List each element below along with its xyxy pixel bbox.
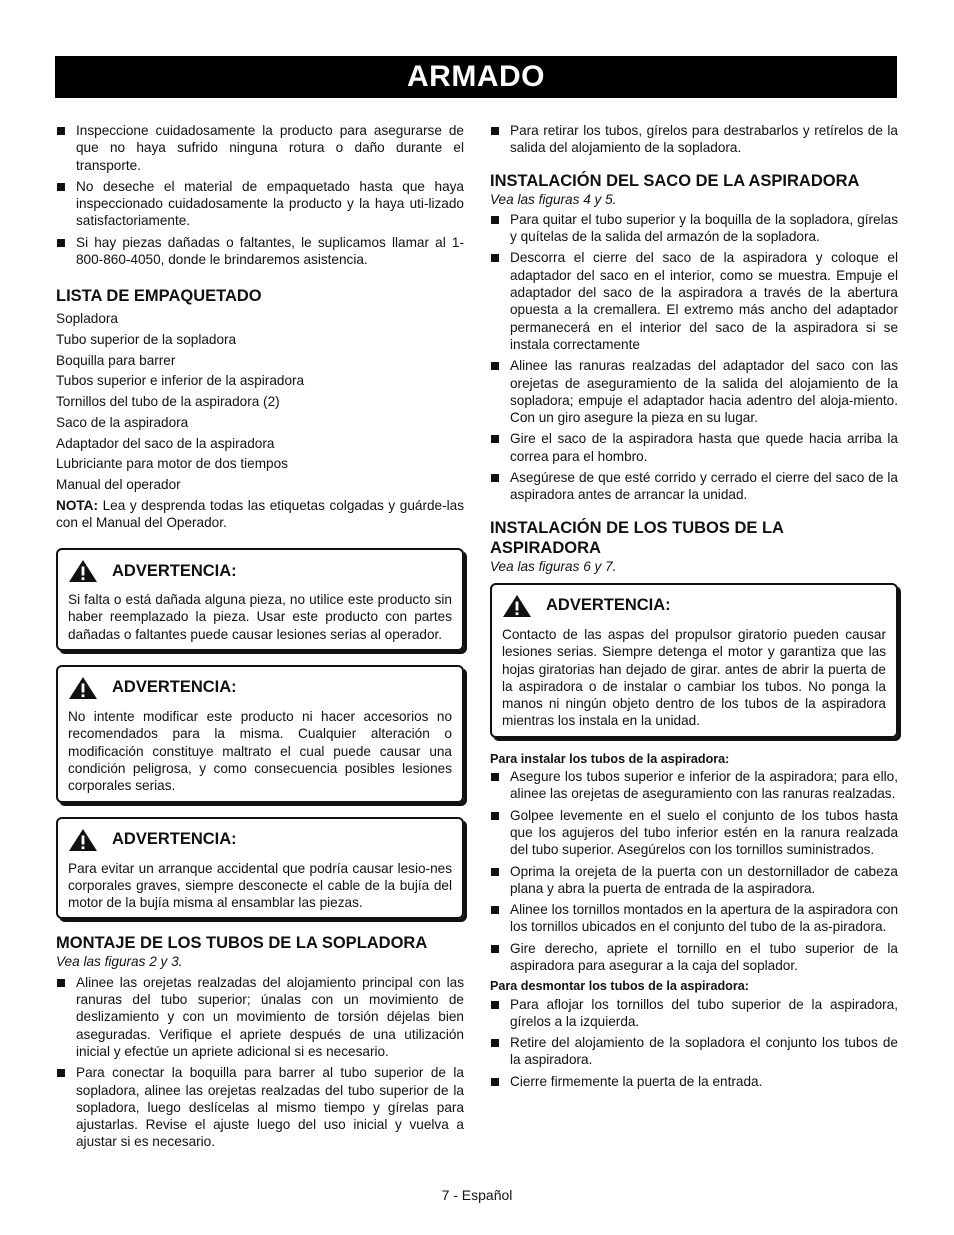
packing-item: Manual del operador: [56, 476, 181, 492]
warning-text: No intente modificar este producto ni hacer accesorios no recomendados para la misma. Cualquier alteración o modificación constituye maltrato el cual puede causar una condición peligrosa, y como consecuencia posibles lesiones corporales serias.: [68, 709, 452, 794]
warning-box: [56, 548, 464, 651]
list-item: Alinee los tornillos montados en la apertura de la aspiradora con los tornillos ubicados en el conjunto del tubo de la as-piradora.: [490, 901, 898, 936]
install-subheading: Para instalar los tubos de la aspiradora:: [490, 751, 730, 766]
warning-triangle-icon: [502, 594, 532, 618]
page-footer: 7 - Español: [441, 1187, 513, 1203]
figure-reference: Vea las figuras 6 y 7.: [490, 558, 617, 574]
packing-list-heading: LISTA DE EMPAQUETADO: [56, 287, 262, 306]
list-item: Alinee las ranuras realzadas del adaptador del saco con las orejetas de aseguramiento de la salida del alojamiento de la sopladora; empuje el adaptador hacia adentro del aloja-miento. Con un giro asegure la pieza en su lugar.: [490, 357, 898, 426]
warning-triangle-icon: [68, 559, 98, 583]
packing-list: [56, 310, 464, 493]
note: [56, 497, 464, 532]
packing-item: Tubos superior e inferior de la aspiradora: [56, 373, 305, 389]
warning-title: ADVERTENCIA:: [112, 678, 237, 697]
warning-header: [502, 594, 886, 618]
page-title: ARMADO: [55, 56, 897, 98]
list-item: Asegure los tubos superior e inferior de la aspiradora; para ello, alinee las orejetas de aseguramiento con las ranuras realzadas.: [490, 768, 898, 803]
warning-title: ADVERTENCIA:: [112, 561, 237, 580]
right-column: [490, 122, 898, 1094]
warning-triangle-icon: [68, 828, 98, 852]
warning-title: ADVERTENCIA:: [112, 829, 237, 848]
packing-item: Adaptador del saco de la aspiradora: [56, 435, 275, 451]
list-item: Oprima la orejeta de la puerta con un destornillador de cabeza plana y abra la puerta de entrada de la aspiradora.: [490, 863, 898, 898]
warning-box: [490, 583, 898, 738]
warning-title: ADVERTENCIA:: [546, 596, 671, 615]
list-item: Asegúrese de que esté corrido y cerrado el cierre del saco de la aspiradora antes de arrancar la unidad.: [490, 469, 898, 504]
figure-reference: Vea las figuras 4 y 5.: [490, 191, 617, 207]
left-column: [56, 122, 464, 1155]
warning-text: Si falta o está dañada alguna pieza, no utilice este producto sin haber reemplazado la pieza. Usar este producto con partes dañadas o faltantes puede causar lesiones serias al operador.: [68, 592, 452, 642]
remove-list: [490, 996, 898, 1090]
list-item: Para quitar el tubo superior y la boquilla de la sopladora, gírelas y quítelas de la salida del armazón de la sopladora.: [490, 211, 898, 246]
list-item: Inspeccione cuidadosamente la producto para asegurarse de que no haya sufrido ninguna rotura o daño durante el transporte.: [56, 122, 464, 174]
packing-item: Tubo superior de la sopladora: [56, 332, 237, 348]
note-label: NOTA:: [56, 497, 99, 513]
list-item: Alinee las orejetas realzadas del alojamiento principal con las ranuras del tubo superior; únalas con un movimiento de deslizamiento y con un movimiento de torsión déjelas bien aseguradas. Verifique el apriete después de una utilización inicial y efectúe un apriete adicional si es necesario.: [56, 974, 464, 1060]
intro-list: [56, 122, 464, 268]
retirar-list: [490, 122, 898, 157]
warning-header: [68, 559, 452, 583]
warning-box: [56, 665, 464, 802]
list-item: No deseche el material de empaquetado hasta que haya inspeccionado cuidadosamente la producto y la haya uti-lizado satisfactoriamente.: [56, 178, 464, 230]
figure-reference: Vea las figuras 2 y 3.: [56, 954, 183, 970]
packing-item: Boquilla para barrer: [56, 352, 176, 368]
packing-item: Tornillos del tubo de la aspiradora (2): [56, 394, 280, 410]
list-item: Cierre firmemente la puerta de la entrada.: [490, 1073, 898, 1090]
packing-item: Sopladora: [56, 311, 118, 327]
note-text: Lea y desprenda todas las etiquetas colgadas y guárde-las con el Manual del Operador.: [56, 497, 464, 530]
list-item: Gire el saco de la aspiradora hasta que quede hacia arriba la correa para el hombro.: [490, 430, 898, 465]
warning-triangle-icon: [68, 676, 98, 700]
saco-list: [490, 211, 898, 504]
tubos-heading: INSTALACIÓN DE LOS TUBOS DE LA ASPIRADORA: [490, 518, 784, 557]
list-item: Gire derecho, apriete el tornillo en el tubo superior de la aspiradora para asegurar a la caja del soplador.: [490, 940, 898, 975]
list-item: Descorra el cierre del saco de la aspiradora y coloque el adaptador del saco en el interior, como se muestra. Empuje el adaptador del saco de la aspiradora a través de la abertura opuesta a la cremallera. El extremo más ancho del adaptador permanecerá en el interior del saco de la aspiradora si se instala correctamente: [490, 249, 898, 353]
warning-box: [56, 817, 464, 920]
warning-text: Para evitar un arranque accidental que podría causar lesio-nes corporales graves, siempre desconecte el cable de la bujía del motor de la bujía misma al ensamblar las piezas.: [68, 860, 452, 911]
montaje-list: [56, 974, 464, 1151]
warning-header: [68, 676, 452, 700]
packing-item: Saco de la aspiradora: [56, 414, 189, 430]
list-item: Retire del alojamiento de la sopladora el conjunto los tubos de la aspiradora.: [490, 1034, 898, 1069]
list-item: Si hay piezas dañadas o faltantes, le suplicamos llamar al 1-800-860-4050, donde le brindaremos asistencia.: [56, 234, 464, 269]
warning-header: [68, 828, 452, 852]
packing-item: Lubriciante para motor de dos tiempos: [56, 456, 288, 472]
list-item: Para conectar la boquilla para barrer al tubo superior de la sopladora, alinee las orejetas realzadas del tubo superior de la sopladora, luego deslícelas al mismo tiempo y gírelas para ajustarlas. Revise el ajuste luego del uso inicial y vuelva a ajustar si es necesario.: [56, 1064, 464, 1150]
warning-text: Contacto de las aspas del propulsor giratorio pueden causar lesiones serias. Siempre detenga el motor y garantiza que las hojas giratorias han dejado de girar. antes de abrir la puerta de la aspiradora o de instalar o cambiar los tubos. No ponga la manos ni ningún objeto dentro de los tubos de la aspiradora mientras los instala en la unidad.: [502, 626, 886, 729]
montaje-heading: MONTAJE DE LOS TUBOS DE LA SOPLADORA: [56, 934, 428, 953]
list-item: Golpee levemente en el suelo el conjunto de los tubos hasta que los agujeros del tubo inferior estén en la ranura realzada del tubo superior. Asegúrelos con los tornillos suministrados.: [490, 807, 898, 859]
list-item: Para aflojar los tornillos del tubo superior de la aspiradora, gírelos a la izquierda.: [490, 996, 898, 1031]
list-item: Para retirar los tubos, gírelos para destrabarlos y retírelos de la salida del alojamiento de la sopladora.: [490, 122, 898, 157]
install-list: [490, 768, 898, 974]
remove-subheading: Para desmontar los tubos de la aspiradora:: [490, 979, 749, 994]
saco-heading: INSTALACIÓN DEL SACO DE LA ASPIRADORA: [490, 171, 860, 190]
